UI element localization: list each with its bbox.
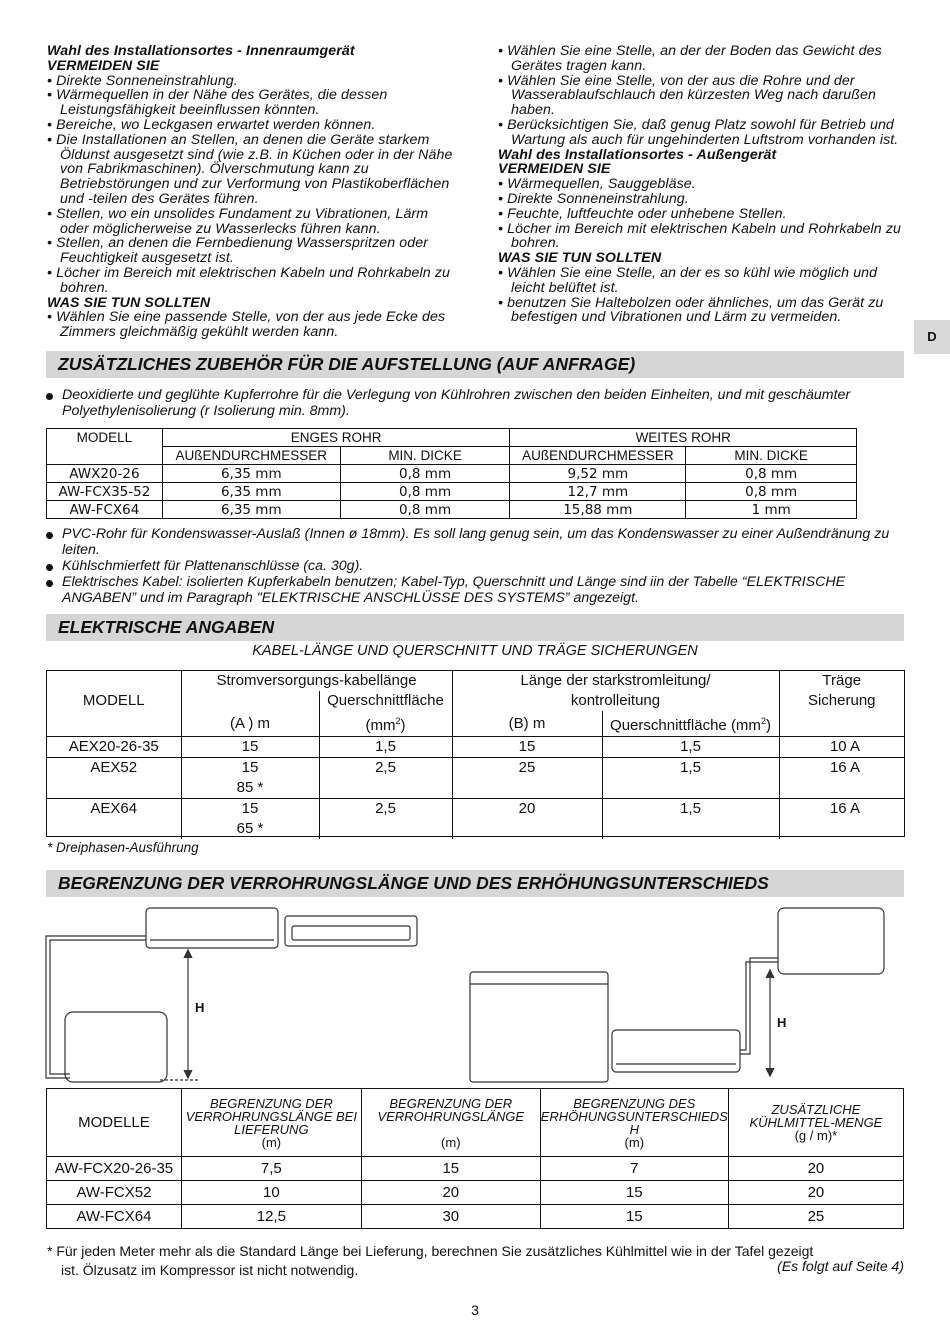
el-h-am: (A ) m <box>181 711 319 737</box>
electrical-subtitle: KABEL-LÄNGE UND QUERSCHNITT UND TRÄGE SICHERUNGEN <box>252 643 698 659</box>
table-cell: 65 * <box>181 819 319 839</box>
el-h-empty4 <box>779 711 904 737</box>
el-h-sicherung: Sicherung <box>779 691 904 711</box>
language-tab: D <box>914 320 950 354</box>
table-cell: AW-FCX20-26-35 <box>47 1157 182 1181</box>
electrical-note: * Dreiphasen-Ausführung <box>47 840 199 855</box>
list-item: • Wählen Sie eine Stelle, an der der Boden das Gewicht des Gerätes tragen kann. <box>498 43 882 74</box>
ceiling-unit <box>285 916 417 946</box>
list-item: • Löcher im Bereich mit elektrischen Kabeln und Rohrkabeln zu bohren. <box>498 220 902 252</box>
table-row <box>47 1181 904 1205</box>
outdoor-unit-left <box>65 1012 167 1082</box>
left-column-text <box>47 44 453 340</box>
table-cell: AWX20-26 <box>47 465 163 483</box>
table-cell: 15,88 mm <box>510 501 686 519</box>
table-cell <box>602 778 779 799</box>
pt-h4-unit: (m) <box>624 1134 645 1150</box>
el-h-traege: Träge <box>779 671 904 691</box>
table-cell <box>452 778 602 799</box>
table-row <box>47 465 857 483</box>
bullet-dot <box>46 532 53 539</box>
footnote-continued: (Es folgt auf Seite 4) <box>777 1258 904 1274</box>
list-item: • Wärmequellen, Sauggebläse. <box>498 176 696 193</box>
table-cell: 16 A <box>779 799 904 820</box>
right-column-text <box>498 44 904 325</box>
section-title: BEGRENZUNG DER VERROHRUNGSLÄNGE UND DES ERHÖHUNGSUNTERSCHIEDS <box>58 873 769 893</box>
table-row <box>47 819 904 839</box>
list-item: • benutzen Sie Haltebolzen oder ähnliches, um das Gerät zu befestigen und Vibrationen und Lärm zu vermeiden. <box>498 294 884 326</box>
table-cell: 7,5 <box>181 1157 361 1181</box>
pt-h3-unit: (m) <box>441 1134 461 1150</box>
header-aussen-1: AUßENDURCHMESSER <box>162 447 340 465</box>
list-item: • Wählen Sie eine passende Stelle, von der aus jede Ecke des Zimmers gleichmäßig gekühlt werden kann. <box>47 309 446 341</box>
pt-h5-unit: (g / m)* <box>794 1128 838 1143</box>
list-item: • Wählen Sie eine Stelle, an der es so kühl wie möglich und leicht belüftet ist. <box>498 264 878 296</box>
table-cell: 15 <box>540 1205 728 1229</box>
el-h-quer2-text: Querschnittfläche (mm <box>610 717 761 734</box>
pt-h4-text: BEGRENZUNG DES ERHÖHUNGSUNTERSCHIEDS H <box>540 1095 728 1137</box>
list-item: • Stellen, wo ein unsolides Fundament zu Vibrationen, Lärm oder möglicherweise zu Wasserlecks führen kann. <box>47 205 429 237</box>
el-h-kontroll: kontrolleitung <box>452 691 779 711</box>
table-row <box>47 778 904 799</box>
table-cell: 0,8 mm <box>340 483 510 501</box>
section-header-piping <box>46 870 904 897</box>
arrow-head-up-left <box>184 950 192 958</box>
header-dicke-2: MIN. DICKE <box>686 447 857 465</box>
table-cell: AW-FCX64 <box>47 1205 182 1229</box>
bullet-text: Kühlschmierfett für Plattenanschlüsse (ca. 30g). <box>62 558 364 574</box>
header-modell: MODELL <box>47 429 163 447</box>
table-cell: 0,8 mm <box>686 483 857 501</box>
height-label-right: H <box>777 1015 787 1030</box>
el-h-mm2-text: (mm <box>365 717 396 734</box>
pt-h-lieferung <box>181 1089 361 1157</box>
heading-line: Wahl des Installationsortes - Außengerät <box>498 146 777 163</box>
list-item: • Feuchte, luftfeuchte oder unhebene Stellen. <box>498 205 787 222</box>
el-h-quer2 <box>602 711 779 737</box>
pt-h2-text: BEGRENZUNG DER VERROHRUNGSLÄNGE BEI LIEFERUNG <box>185 1095 357 1137</box>
bullet-text: Elektrisches Kabel: isolierten Kupferkabeln benutzen; Kabel-Typ, Querschnitt und Länge sind iin der Tabelle “ELEKTRISCHE ANGABEN” und im Paragraph "ELEKTRISCHE ANSCHLÜSSE DES SYSTEMS” angezeigt. <box>62 574 846 606</box>
wall-unit-left <box>146 908 278 948</box>
table-cell <box>319 778 452 799</box>
piping-table <box>46 1088 904 1229</box>
table-cell: 2,5 <box>319 758 452 779</box>
table-cell <box>47 778 181 799</box>
paren: ) <box>400 717 406 734</box>
paren: ) <box>765 717 771 734</box>
el-h-bm: (B) m <box>452 711 602 737</box>
pt-h5-text: ZUSÄTZLICHE KÜHLMITTEL-MENGE <box>749 1102 883 1130</box>
table-cell: 1,5 <box>602 758 779 779</box>
pt-h3-text: BEGRENZUNG DER VERROHRUNGSLÄNGE <box>377 1095 525 1124</box>
header-empty <box>47 447 163 465</box>
pipe-table <box>46 428 857 519</box>
heading-line: WAS SIE TUN SOLLTEN <box>47 294 211 311</box>
table-cell: 12,7 mm <box>510 483 686 501</box>
list-item: • Die Installationen an Stellen, an denen die Geräte starkem Öldunst ausgesetzt sind (wie z.B. in Küchen oder in der Nähe von Fabrikmaschinen). Ölverschmutung kann zu Betriebstörungen und zur Verformung von Plastikoberflächen und -teilen des Gerätes führen. <box>47 131 453 207</box>
bullet-copper-pipes <box>46 387 906 419</box>
pt-h-kuehlmittel <box>728 1089 903 1157</box>
table-cell: 15 <box>181 799 319 820</box>
list-item: • Stellen, an denen die Fernbedienung Wasserspritzen oder Feuchtigkeit ausgesetzt ist. <box>47 235 429 267</box>
table-row <box>47 799 904 820</box>
table-cell: 20 <box>452 799 602 820</box>
table-row <box>47 1157 904 1181</box>
list-item: • Wählen Sie eine Stelle, von der aus die Rohre und der Wasserablaufschlauch den kürzesten Weg nach darußen haben. <box>498 72 876 119</box>
pt-h-laenge <box>361 1089 540 1157</box>
bullet-cable <box>46 574 906 606</box>
table-cell: 20 <box>361 1181 540 1205</box>
list-item: • Löcher im Bereich mit elektrischen Kabeln und Rohrkabeln zu bohren. <box>47 264 451 296</box>
arrow-head-up-right <box>766 970 774 978</box>
header-dicke-1: MIN. DICKE <box>340 447 510 465</box>
table-cell <box>47 819 181 839</box>
table-cell: 1,5 <box>602 737 779 758</box>
heading-line: VERMEIDEN SIE <box>498 161 611 178</box>
table-cell: 9,52 mm <box>510 465 686 483</box>
sup: 2 <box>760 716 766 726</box>
table-row <box>47 501 857 519</box>
outdoor-unit-right <box>778 908 884 974</box>
pipe-left <box>46 936 146 1078</box>
header-enges: ENGES ROHR <box>162 429 510 447</box>
table-cell: 6,35 mm <box>162 465 340 483</box>
pt-h2-unit: (m) <box>261 1134 282 1150</box>
table-cell: 15 <box>181 737 319 758</box>
list-item: • Direkte Sonneneinstrahlung. <box>47 72 238 89</box>
table-cell: 10 A <box>779 737 904 758</box>
bullet-text: PVC-Rohr für Kondenswasser-Auslaß (Innen ø 18mm). Es soll lang genug sein, um das Kondenswasser zu einer Außendränung zu leiten. <box>62 526 890 558</box>
table-cell: 15 <box>181 758 319 779</box>
table-cell <box>452 819 602 839</box>
table-cell: 0,8 mm <box>340 501 510 519</box>
table-cell: 6,35 mm <box>162 483 340 501</box>
el-h-empty <box>47 671 181 691</box>
table-cell <box>319 819 452 839</box>
table-cell: 25 <box>452 758 602 779</box>
pt-h-hoehe <box>540 1089 728 1157</box>
table-cell: 10 <box>181 1181 361 1205</box>
table-cell <box>779 778 904 799</box>
table-cell: 1,5 <box>602 799 779 820</box>
table-cell: 16 A <box>779 758 904 779</box>
section-header-electrical <box>46 614 904 641</box>
table-row <box>47 483 857 501</box>
section-title: ZUSÄTZLICHES ZUBEHÖR FÜR DIE AUFSTELLUNG (AUF ANFRAGE) <box>58 354 636 374</box>
table-cell: 30 <box>361 1205 540 1229</box>
pt-h-modelle: MODELLE <box>47 1089 182 1157</box>
el-h-laenge: Länge der starkstromleitung/ <box>452 671 779 691</box>
table-cell: 1 mm <box>686 501 857 519</box>
arrow-head-down-left <box>184 1070 192 1078</box>
footnote-2: ist. Ölzusatz im Kompressor ist nicht notwendig. <box>61 1262 359 1278</box>
table-cell: AW-FCX35-52 <box>47 483 163 501</box>
header-weites: WEITES ROHR <box>510 429 857 447</box>
bullet-dot <box>46 580 53 587</box>
table-cell: 6,35 mm <box>162 501 340 519</box>
table-row <box>47 758 904 779</box>
table-cell <box>602 819 779 839</box>
bullet-grease <box>46 558 906 574</box>
table-cell: 7 <box>540 1157 728 1181</box>
list-item: • Wärmequellen in der Nähe des Gerätes, die dessen Leistungsfähigkeit beeinflussen könnten. <box>47 87 388 119</box>
table-cell: 1,5 <box>319 737 452 758</box>
table-cell: 15 <box>452 737 602 758</box>
sup: 2 <box>395 716 401 726</box>
table-cell: AEX64 <box>90 800 138 817</box>
table-cell: 20 <box>728 1157 903 1181</box>
header-aussen-2: AUßENDURCHMESSER <box>510 447 686 465</box>
table-cell: 15 <box>540 1181 728 1205</box>
table-cell: 0,8 mm <box>686 465 857 483</box>
wall-unit-right <box>612 1030 740 1072</box>
page-number: 3 <box>471 1302 479 1318</box>
floor-unit <box>470 972 608 1082</box>
heading-line: VERMEIDEN SIE <box>47 57 160 74</box>
table-cell: 20 <box>728 1181 903 1205</box>
height-label-left: H <box>195 1000 205 1015</box>
installation-illustration <box>40 900 910 1085</box>
table-cell <box>779 819 904 839</box>
footnote-1: * Für jeden Meter mehr als die Standard Länge bei Lieferung, berechnen Sie zusätzliches Kühlmittel wie in der Tafel gezeigt <box>47 1243 814 1259</box>
bullet-text: Deoxidierte und geglühte Kupferrohre für die Verlegung von Kühlrohren zwischen den beiden Einheiten, und mit geschäumter Polyethylenisolierung (r Isolierung min. 8mm). <box>62 387 851 419</box>
el-h-empty3 <box>47 711 181 737</box>
table-cell: 25 <box>728 1205 903 1229</box>
table-cell: 85 * <box>181 778 319 799</box>
table-cell: 0,8 mm <box>340 465 510 483</box>
table-cell: 12,5 <box>181 1205 361 1229</box>
section-title: ELEKTRISCHE ANGABEN <box>58 617 275 637</box>
el-h-empty2 <box>181 691 319 711</box>
el-h-quer: Querschnittfläche <box>319 691 452 711</box>
section-header-accessories <box>46 351 904 378</box>
ceiling-unit-vent <box>292 926 410 940</box>
el-h-modell: MODELL <box>82 692 145 709</box>
table-cell: 2,5 <box>319 799 452 820</box>
list-item: • Bereiche, wo Leckgasen erwartet werden können. <box>47 116 376 133</box>
arrow-head-down-right <box>766 1068 774 1076</box>
table-cell: AEX52 <box>90 759 138 776</box>
list-item: • Direkte Sonneneinstrahlung. <box>498 190 689 207</box>
table-row <box>47 737 904 758</box>
heading-line: Wahl des Installationsortes - Innenraumgerät <box>47 43 355 59</box>
table-cell: AW-FCX52 <box>47 1181 182 1205</box>
table-row <box>47 1205 904 1229</box>
electrical-table <box>47 671 904 839</box>
heading-line: WAS SIE TUN SOLLTEN <box>498 250 662 267</box>
table-cell: AW-FCX64 <box>47 501 163 519</box>
el-h-mm2 <box>319 711 452 737</box>
bullet-pvc <box>46 526 906 558</box>
table-cell: AEX20-26-35 <box>47 737 181 758</box>
bullet-dot <box>46 393 53 400</box>
list-item: • Berücksichtigen Sie, daß genug Platz sowohl für Betrieb und Wartung als auch für ungehinderten Luftstrom vorhanden ist. <box>498 116 899 148</box>
el-h-strom: Stromversorgungs-kabellänge <box>181 671 452 691</box>
table-cell: 15 <box>361 1157 540 1181</box>
bullet-dot <box>46 564 53 571</box>
